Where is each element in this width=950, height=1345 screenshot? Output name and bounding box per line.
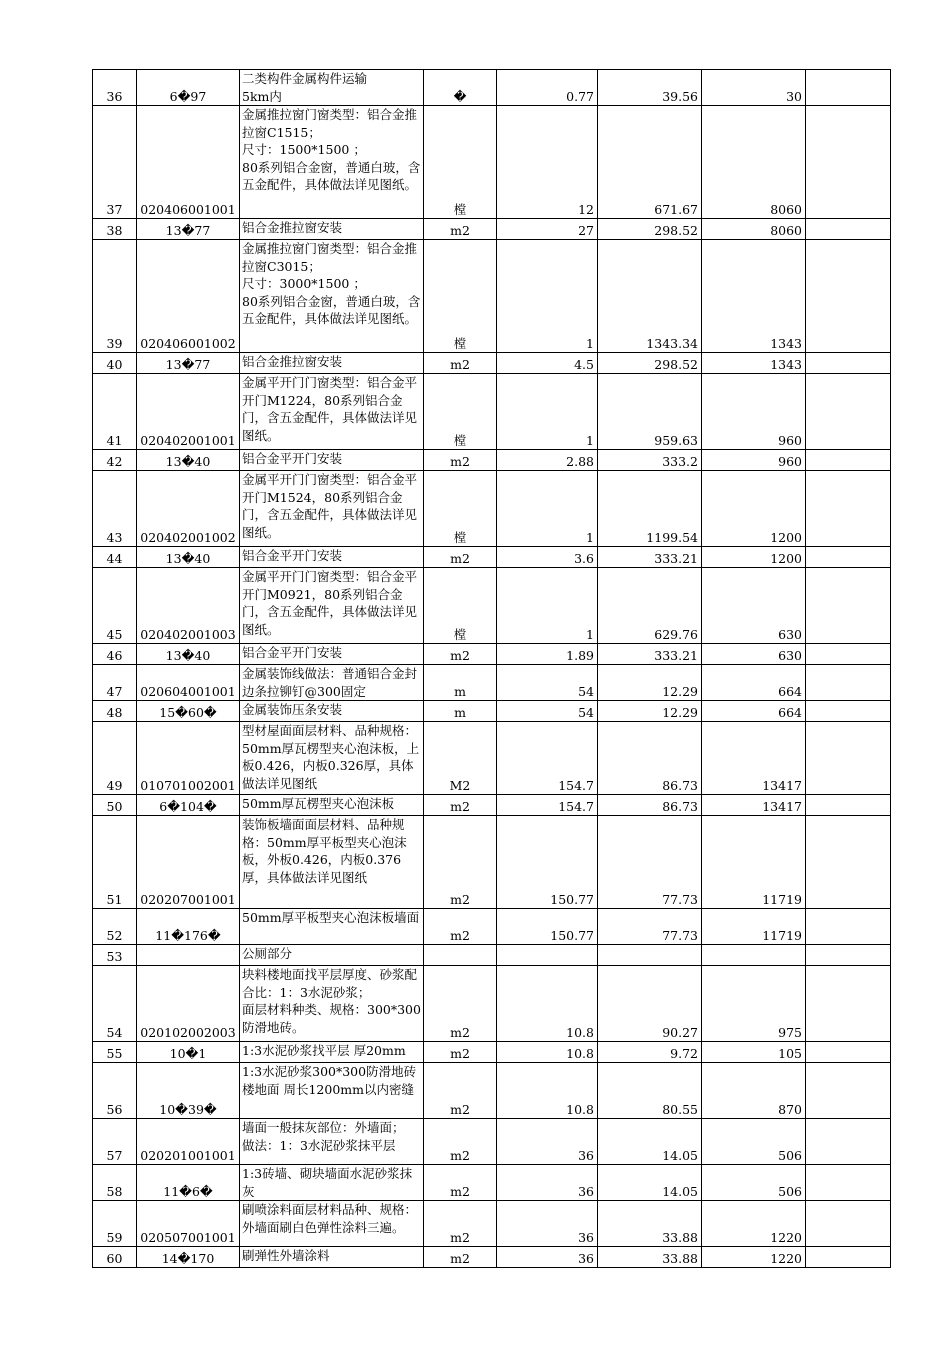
total-price-cell: 870 bbox=[702, 1063, 806, 1119]
item-description-cell: 50mm厚瓦楞型夹心泡沫板 bbox=[240, 795, 424, 816]
total-price-cell: 11719 bbox=[702, 816, 806, 909]
quantity-cell: 36 bbox=[497, 1119, 598, 1165]
empty-cell bbox=[806, 568, 891, 644]
quantity-cell: 36 bbox=[497, 1247, 598, 1268]
quantity-cell: 1 bbox=[497, 568, 598, 644]
quantity-cell: 150.77 bbox=[497, 909, 598, 945]
bill-of-quantities-table bbox=[92, 69, 891, 1268]
quantity-cell: 10.8 bbox=[497, 966, 598, 1042]
table-row bbox=[93, 909, 891, 945]
quantity-cell: 54 bbox=[497, 665, 598, 701]
quantity-cell: 154.7 bbox=[497, 722, 598, 795]
unit-price-cell: 80.55 bbox=[598, 1063, 702, 1119]
unit-price-cell: 39.56 bbox=[598, 70, 702, 106]
unit-price-cell: 298.52 bbox=[598, 219, 702, 240]
quantity-cell: 0.77 bbox=[497, 70, 598, 106]
quantity-cell: 2.88 bbox=[497, 450, 598, 471]
total-price-cell: 1343 bbox=[702, 353, 806, 374]
quantity-cell: 12 bbox=[497, 106, 598, 219]
row-number-cell: 58 bbox=[93, 1165, 137, 1201]
quantity-cell: 3.6 bbox=[497, 547, 598, 568]
empty-cell bbox=[806, 1063, 891, 1119]
row-number-cell: 51 bbox=[93, 816, 137, 909]
total-price-cell: 506 bbox=[702, 1165, 806, 1201]
unit-price-cell: 671.67 bbox=[598, 106, 702, 219]
item-code-cell: 11�176� bbox=[137, 909, 240, 945]
unit-price-cell: 333.21 bbox=[598, 547, 702, 568]
item-description-cell: 金属平开门门窗类型：铝合金平开门M0921，80系列铝合金门，含五金配件，具体做法详见图纸。 bbox=[240, 568, 424, 644]
item-code-cell: 13�77 bbox=[137, 219, 240, 240]
empty-cell bbox=[806, 450, 891, 471]
unit-cell: 樘 bbox=[424, 106, 497, 219]
row-number-cell: 36 bbox=[93, 70, 137, 106]
item-code-cell: 10�1 bbox=[137, 1042, 240, 1063]
table-row bbox=[93, 219, 891, 240]
item-description-cell: 金属平开门门窗类型：铝合金平开门M1524，80系列铝合金门，含五金配件，具体做法详见图纸。 bbox=[240, 471, 424, 547]
unit-price-cell: 9.72 bbox=[598, 1042, 702, 1063]
item-description-cell: 1:3水泥砂浆300*300防滑地砖楼地面 周长1200mm以内密缝 bbox=[240, 1063, 424, 1119]
total-price-cell: 664 bbox=[702, 701, 806, 722]
unit-price-cell: 1343.34 bbox=[598, 240, 702, 353]
unit-price-cell: 333.21 bbox=[598, 644, 702, 665]
unit-price-cell: 14.05 bbox=[598, 1165, 702, 1201]
unit-price-cell: 90.27 bbox=[598, 966, 702, 1042]
empty-cell bbox=[806, 945, 891, 966]
item-code-cell: 020402001001 bbox=[137, 374, 240, 450]
total-price-cell: 975 bbox=[702, 966, 806, 1042]
empty-cell bbox=[806, 665, 891, 701]
table-row bbox=[93, 945, 891, 966]
item-code-cell: 020207001001 bbox=[137, 816, 240, 909]
table-row bbox=[93, 240, 891, 353]
row-number-cell: 48 bbox=[93, 701, 137, 722]
row-number-cell: 39 bbox=[93, 240, 137, 353]
item-description-cell: 金属装饰压条安装 bbox=[240, 701, 424, 722]
empty-cell bbox=[806, 1247, 891, 1268]
unit-price-cell: 86.73 bbox=[598, 795, 702, 816]
table-body bbox=[93, 70, 891, 1268]
total-price-cell: 1343 bbox=[702, 240, 806, 353]
table-row bbox=[93, 106, 891, 219]
quantity-cell bbox=[497, 945, 598, 966]
total-price-cell: 960 bbox=[702, 450, 806, 471]
unit-cell: m2 bbox=[424, 1247, 497, 1268]
unit-price-cell: 12.29 bbox=[598, 665, 702, 701]
item-code-cell: 15�60� bbox=[137, 701, 240, 722]
item-code-cell: 020507001001 bbox=[137, 1201, 240, 1247]
empty-cell bbox=[806, 70, 891, 106]
row-number-cell: 41 bbox=[93, 374, 137, 450]
item-code-cell: 10�39� bbox=[137, 1063, 240, 1119]
table-row bbox=[93, 353, 891, 374]
item-description-cell: 金属推拉窗门窗类型：铝合金推拉窗C3015； 尺寸：3000*1500 ； 80系列铝合金窗，普通白玻，含五金配件，具体做法详见图纸。 bbox=[240, 240, 424, 353]
item-description-cell: 50mm厚平板型夹心泡沫板墙面 bbox=[240, 909, 424, 945]
quantity-cell: 154.7 bbox=[497, 795, 598, 816]
row-number-cell: 49 bbox=[93, 722, 137, 795]
unit-price-cell: 77.73 bbox=[598, 816, 702, 909]
item-description-cell: 刷喷涂料面层材料品种、规格：外墙面刷白色弹性涂料三遍。 bbox=[240, 1201, 424, 1247]
total-price-cell: 960 bbox=[702, 374, 806, 450]
empty-cell bbox=[806, 701, 891, 722]
table-row bbox=[93, 665, 891, 701]
item-description-cell: 公厕部分 bbox=[240, 945, 424, 966]
total-price-cell: 8060 bbox=[702, 219, 806, 240]
table-row bbox=[93, 1042, 891, 1063]
empty-cell bbox=[806, 240, 891, 353]
quantity-cell: 1.89 bbox=[497, 644, 598, 665]
empty-cell bbox=[806, 1165, 891, 1201]
item-code-cell: 020102002003 bbox=[137, 966, 240, 1042]
total-price-cell: 30 bbox=[702, 70, 806, 106]
item-description-cell: 铝合金平开门安装 bbox=[240, 547, 424, 568]
table-row bbox=[93, 816, 891, 909]
item-code-cell: 020406001002 bbox=[137, 240, 240, 353]
row-number-cell: 57 bbox=[93, 1119, 137, 1165]
item-code-cell: 020402001002 bbox=[137, 471, 240, 547]
item-code-cell: 13�40 bbox=[137, 547, 240, 568]
empty-cell bbox=[806, 1201, 891, 1247]
unit-cell: m2 bbox=[424, 450, 497, 471]
row-number-cell: 43 bbox=[93, 471, 137, 547]
total-price-cell: 1220 bbox=[702, 1201, 806, 1247]
total-price-cell: 1220 bbox=[702, 1247, 806, 1268]
quantity-cell: 1 bbox=[497, 471, 598, 547]
row-number-cell: 40 bbox=[93, 353, 137, 374]
row-number-cell: 45 bbox=[93, 568, 137, 644]
unit-cell: m2 bbox=[424, 547, 497, 568]
unit-price-cell: 629.76 bbox=[598, 568, 702, 644]
empty-cell bbox=[806, 966, 891, 1042]
row-number-cell: 56 bbox=[93, 1063, 137, 1119]
item-code-cell: 6�97 bbox=[137, 70, 240, 106]
table-row bbox=[93, 568, 891, 644]
unit-cell: m2 bbox=[424, 816, 497, 909]
table-row bbox=[93, 1201, 891, 1247]
unit-cell: 樘 bbox=[424, 471, 497, 547]
item-description-cell: 铝合金平开门安装 bbox=[240, 450, 424, 471]
unit-cell: m bbox=[424, 665, 497, 701]
unit-price-cell: 298.52 bbox=[598, 353, 702, 374]
row-number-cell: 54 bbox=[93, 966, 137, 1042]
table-row bbox=[93, 722, 891, 795]
total-price-cell bbox=[702, 945, 806, 966]
item-description-cell: 块料楼地面找平层厚度、砂浆配合比：1：3水泥砂浆； 面层材料种类、规格：300*300防滑地砖。 bbox=[240, 966, 424, 1042]
item-code-cell: 6�104� bbox=[137, 795, 240, 816]
empty-cell bbox=[806, 353, 891, 374]
item-description-cell: 墙面一般抹灰部位：外墙面； 做法：1：3水泥砂浆抹平层 bbox=[240, 1119, 424, 1165]
empty-cell bbox=[806, 1042, 891, 1063]
quantity-cell: 1 bbox=[497, 374, 598, 450]
unit-cell: m2 bbox=[424, 1042, 497, 1063]
row-number-cell: 37 bbox=[93, 106, 137, 219]
quantity-cell: 36 bbox=[497, 1201, 598, 1247]
table-row bbox=[93, 547, 891, 568]
unit-price-cell: 33.88 bbox=[598, 1247, 702, 1268]
total-price-cell: 506 bbox=[702, 1119, 806, 1165]
table-row bbox=[93, 795, 891, 816]
item-description-cell: 金属平开门门窗类型：铝合金平开门M1224，80系列铝合金门，含五金配件，具体做法详见图纸。 bbox=[240, 374, 424, 450]
row-number-cell: 47 bbox=[93, 665, 137, 701]
empty-cell bbox=[806, 374, 891, 450]
row-number-cell: 46 bbox=[93, 644, 137, 665]
unit-cell: m2 bbox=[424, 1063, 497, 1119]
item-description-cell: 1:3砖墙、砌块墙面水泥砂浆抹灰 bbox=[240, 1165, 424, 1201]
total-price-cell: 630 bbox=[702, 568, 806, 644]
total-price-cell: 11719 bbox=[702, 909, 806, 945]
unit-price-cell: 86.73 bbox=[598, 722, 702, 795]
item-description-cell: 铝合金推拉窗安装 bbox=[240, 353, 424, 374]
total-price-cell: 105 bbox=[702, 1042, 806, 1063]
unit-price-cell: 333.2 bbox=[598, 450, 702, 471]
unit-cell bbox=[424, 945, 497, 966]
unit-price-cell: 959.63 bbox=[598, 374, 702, 450]
total-price-cell: 13417 bbox=[702, 722, 806, 795]
item-description-cell: 铝合金推拉窗安装 bbox=[240, 219, 424, 240]
unit-cell: m bbox=[424, 701, 497, 722]
total-price-cell: 630 bbox=[702, 644, 806, 665]
unit-price-cell bbox=[598, 945, 702, 966]
empty-cell bbox=[806, 106, 891, 219]
table-row bbox=[93, 1165, 891, 1201]
table-row bbox=[93, 701, 891, 722]
empty-cell bbox=[806, 471, 891, 547]
empty-cell bbox=[806, 219, 891, 240]
unit-cell: m2 bbox=[424, 966, 497, 1042]
empty-cell bbox=[806, 644, 891, 665]
empty-cell bbox=[806, 816, 891, 909]
table-row bbox=[93, 1247, 891, 1268]
item-code-cell bbox=[137, 945, 240, 966]
unit-price-cell: 33.88 bbox=[598, 1201, 702, 1247]
unit-cell: m2 bbox=[424, 219, 497, 240]
unit-price-cell: 12.29 bbox=[598, 701, 702, 722]
quantity-cell: 10.8 bbox=[497, 1042, 598, 1063]
item-description-cell: 金属装饰线做法：普通铝合金封边条拉铆钉@300固定 bbox=[240, 665, 424, 701]
row-number-cell: 59 bbox=[93, 1201, 137, 1247]
item-code-cell: 020406001001 bbox=[137, 106, 240, 219]
unit-price-cell: 1199.54 bbox=[598, 471, 702, 547]
quantity-cell: 36 bbox=[497, 1165, 598, 1201]
total-price-cell: 13417 bbox=[702, 795, 806, 816]
item-code-cell: 020201001001 bbox=[137, 1119, 240, 1165]
item-description-cell: 铝合金平开门安装 bbox=[240, 644, 424, 665]
item-code-cell: 13�40 bbox=[137, 644, 240, 665]
total-price-cell: 664 bbox=[702, 665, 806, 701]
quantity-cell: 54 bbox=[497, 701, 598, 722]
row-number-cell: 52 bbox=[93, 909, 137, 945]
quantity-cell: 150.77 bbox=[497, 816, 598, 909]
unit-cell: m2 bbox=[424, 644, 497, 665]
item-code-cell: 020604001001 bbox=[137, 665, 240, 701]
item-code-cell: 13�77 bbox=[137, 353, 240, 374]
unit-cell: m2 bbox=[424, 1201, 497, 1247]
item-description-cell: 二类构件金属构件运输 5km内 bbox=[240, 70, 424, 106]
unit-cell: 樘 bbox=[424, 568, 497, 644]
table-row bbox=[93, 70, 891, 106]
empty-cell bbox=[806, 795, 891, 816]
unit-price-cell: 14.05 bbox=[598, 1119, 702, 1165]
table-row bbox=[93, 471, 891, 547]
row-number-cell: 53 bbox=[93, 945, 137, 966]
item-code-cell: 010701002001 bbox=[137, 722, 240, 795]
unit-cell: � bbox=[424, 70, 497, 106]
row-number-cell: 60 bbox=[93, 1247, 137, 1268]
unit-price-cell: 77.73 bbox=[598, 909, 702, 945]
empty-cell bbox=[806, 722, 891, 795]
table-row bbox=[93, 966, 891, 1042]
row-number-cell: 42 bbox=[93, 450, 137, 471]
row-number-cell: 50 bbox=[93, 795, 137, 816]
empty-cell bbox=[806, 909, 891, 945]
empty-cell bbox=[806, 1119, 891, 1165]
unit-cell: 樘 bbox=[424, 240, 497, 353]
quantity-cell: 1 bbox=[497, 240, 598, 353]
row-number-cell: 55 bbox=[93, 1042, 137, 1063]
item-description-cell: 刷弹性外墙涂料 bbox=[240, 1247, 424, 1268]
unit-cell: m2 bbox=[424, 795, 497, 816]
row-number-cell: 38 bbox=[93, 219, 137, 240]
item-code-cell: 11�6� bbox=[137, 1165, 240, 1201]
table-row bbox=[93, 644, 891, 665]
item-code-cell: 14�170 bbox=[137, 1247, 240, 1268]
table-row bbox=[93, 450, 891, 471]
item-description-cell: 装饰板墙面面层材料、品种规格：50mm厚平板型夹心泡沫板，外板0.426，内板0.376厚，具体做法详见图纸 bbox=[240, 816, 424, 909]
quantity-cell: 4.5 bbox=[497, 353, 598, 374]
quantity-cell: 10.8 bbox=[497, 1063, 598, 1119]
item-code-cell: 020402001003 bbox=[137, 568, 240, 644]
unit-cell: 樘 bbox=[424, 374, 497, 450]
unit-cell: m2 bbox=[424, 353, 497, 374]
empty-cell bbox=[806, 547, 891, 568]
quantity-cell: 27 bbox=[497, 219, 598, 240]
row-number-cell: 44 bbox=[93, 547, 137, 568]
table-row bbox=[93, 1119, 891, 1165]
unit-cell: M2 bbox=[424, 722, 497, 795]
total-price-cell: 1200 bbox=[702, 547, 806, 568]
unit-cell: m2 bbox=[424, 1165, 497, 1201]
item-code-cell: 13�40 bbox=[137, 450, 240, 471]
table-row bbox=[93, 1063, 891, 1119]
item-description-cell: 型材屋面面层材料、品种规格：50mm厚瓦楞型夹心泡沫板，上板0.426，内板0.326厚，具体做法详见图纸 bbox=[240, 722, 424, 795]
total-price-cell: 8060 bbox=[702, 106, 806, 219]
item-description-cell: 金属推拉窗门窗类型：铝合金推拉窗C1515； 尺寸：1500*1500 ； 80系列铝合金窗，普通白玻，含五金配件，具体做法详见图纸。 bbox=[240, 106, 424, 219]
table-row bbox=[93, 374, 891, 450]
unit-cell: m2 bbox=[424, 1119, 497, 1165]
total-price-cell: 1200 bbox=[702, 471, 806, 547]
unit-cell: m2 bbox=[424, 909, 497, 945]
item-description-cell: 1:3水泥砂浆找平层 厚20mm bbox=[240, 1042, 424, 1063]
